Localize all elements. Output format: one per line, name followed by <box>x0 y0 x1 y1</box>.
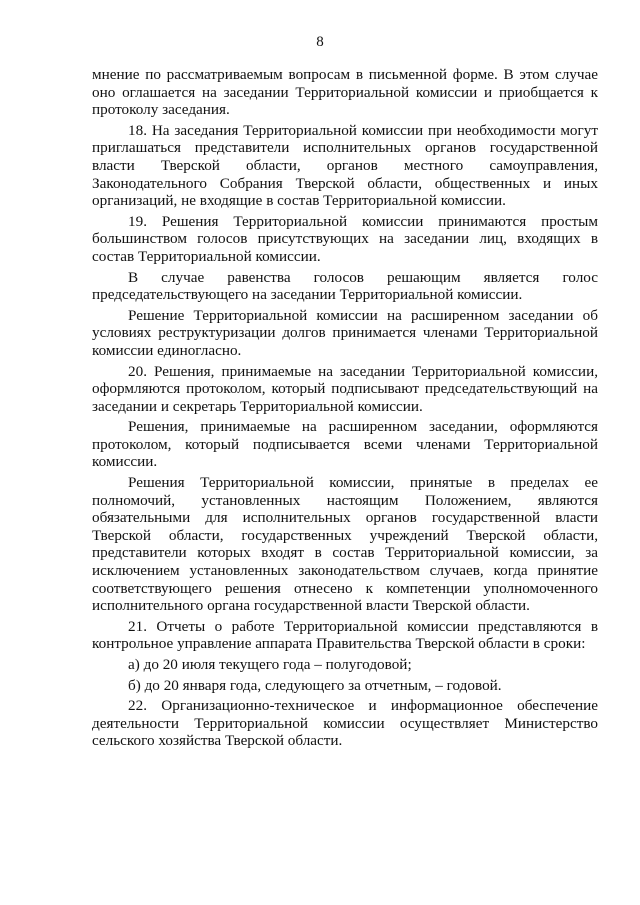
paragraph-21: 21. Отчеты о работе Территориальной комиссии представляются в контрольное управление аппарата Правительства Тверской области в сроки: <box>92 617 598 653</box>
paragraph-20-extended-protocol: Решения, принимаемые на расширенном заседании, оформляются протоколом, который подписывается всеми членами Территориальной комиссии. <box>92 418 598 471</box>
paragraph-22: 22. Организационно-техническое и информационное обеспечение деятельности Территориальной комиссии осуществляет Министерство сельского хозяйства Тверской области. <box>92 697 598 750</box>
paragraph-19: 19. Решения Территориальной комиссии принимаются простым большинством голосов присутствующих на заседании лиц, входящих в состав Территориальной комиссии. <box>92 212 598 265</box>
paragraph-21-item-a: а) до 20 июля текущего года – полугодовой; <box>128 656 412 673</box>
page-number: 8 <box>316 34 324 50</box>
document-body <box>92 66 598 750</box>
paragraph-continuation: мнение по рассматриваемым вопросам в письменной форме. В этом случае оно оглашается на заседании Территориальной комиссии и приобщается к протоколу заседания. <box>92 66 598 119</box>
paragraph-19-tie-vote: В случае равенства голосов решающим является голос председательствующего на заседании Территориальной комиссии. <box>92 268 598 304</box>
paragraph-21-item-b: б) до 20 января года, следующего за отчетным, – годовой. <box>128 676 502 694</box>
paragraph-19-extended-session: Решение Территориальной комиссии на расширенном заседании об условиях реструктуризации долгов принимается членами Территориальной комиссии единогласно. <box>92 306 598 359</box>
paragraph-20-binding-decisions: Решения Территориальной комиссии, принятые в пределах ее полномочий, установленных настоящим Положением, являются обязательными для исполнительных органов государственной власти Тверской области, государственных учреждений Тверской области, представители которых входят в состав Территориальной комиссии, за исключением установленных законодательством случаев, когда принятие соответствующего решения отнесено к компетенции уполномоченного исполнительного органа государственной власти Тверской области. <box>92 474 598 615</box>
paragraph-18: 18. На заседания Территориальной комиссии при необходимости могут приглашаться представители исполнительных органов государственной власти Тверской области, органов местного самоуправления, Законодательного Собрания Тверской области, общественных и иных организаций, не входящие в состав Территориальной комиссии. <box>92 121 598 210</box>
paragraph-20: 20. Решения, принимаемые на заседании Территориальной комиссии, оформляются протоколом, который подписывают председательствующий на заседании и секретарь Территориальной комиссии. <box>92 362 598 415</box>
